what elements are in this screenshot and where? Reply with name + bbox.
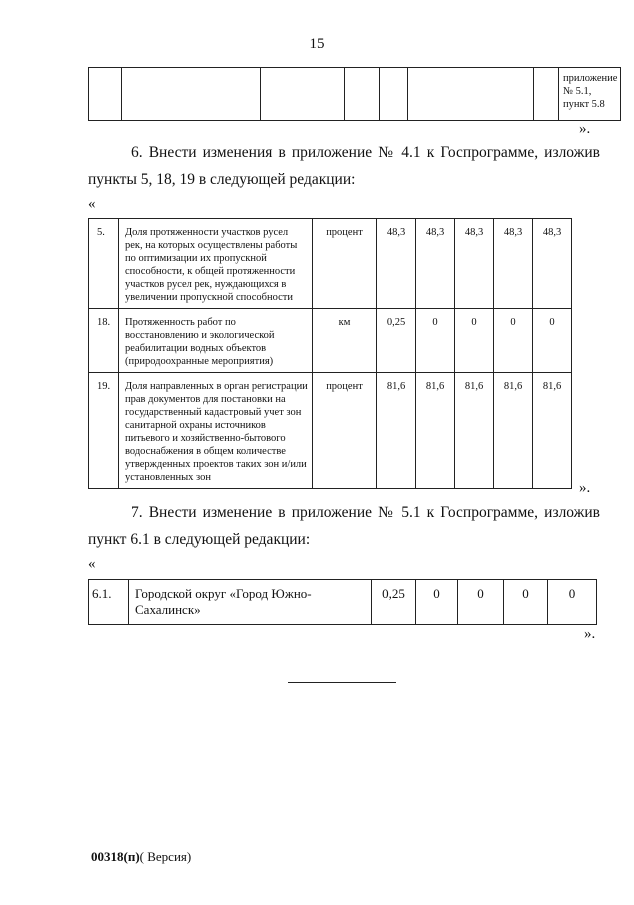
value-cell: 0 [455, 309, 494, 373]
value-cell: 0 [548, 580, 597, 625]
table-cell [261, 68, 345, 121]
section-7-line-2: пункт 6.1 в следующей редакции: [88, 531, 311, 548]
indicator-name: Протяженность работ по восстановлению и экологической реабилитации водных объектов (природоохранные мероприятия) [119, 309, 313, 373]
table-row [89, 68, 621, 121]
unit-cell: км [313, 309, 377, 373]
document-code: 00318(п) [91, 849, 140, 864]
value-cell: 0 [458, 580, 504, 625]
table-row [89, 219, 572, 309]
value-cell: 0,25 [372, 580, 416, 625]
closing-quote: ». [579, 121, 591, 137]
row-number: 5. [89, 219, 119, 309]
value-cell: 48,3 [377, 219, 416, 309]
indicator-name: Доля протяженности участков русел рек, на которых осуществлены работы по оптимизации их пропускной способности, к общей протяженности участков русел рек, нуждающихся в увеличении пропускной способности [119, 219, 313, 309]
table-row [89, 580, 597, 625]
value-cell: 0 [533, 309, 572, 373]
value-cell: 81,6 [377, 373, 416, 489]
value-cell: 81,6 [416, 373, 455, 489]
table-cell-appendix-ref: приложение № 5.1, пункт 5.8 [559, 68, 621, 121]
section-7-line-1: 7. Внести изменение в приложение № 5.1 к Госпрограмме, изложив [131, 504, 600, 521]
unit-cell: процент [313, 219, 377, 309]
table-cell [380, 68, 408, 121]
value-cell: 48,3 [416, 219, 455, 309]
value-cell: 0 [416, 580, 458, 625]
section-6-line-1: 6. Внести изменения в приложение № 4.1 к Госпрограмме, изложив [131, 144, 600, 161]
document-footer [91, 849, 191, 865]
table-row [89, 373, 572, 489]
table-cell [345, 68, 380, 121]
opening-quote: « [88, 556, 96, 572]
opening-quote: « [88, 196, 96, 212]
territory-table [88, 579, 597, 625]
value-cell: 0 [504, 580, 548, 625]
row-number: 19. [89, 373, 119, 489]
separator-line [288, 682, 396, 683]
section-6-line-2: пункты 5, 18, 19 в следующей редакции: [88, 171, 356, 188]
table-row [89, 309, 572, 373]
row-number: 18. [89, 309, 119, 373]
value-cell: 0,25 [377, 309, 416, 373]
row-number: 6.1. [89, 580, 129, 625]
closing-quote: ». [579, 480, 591, 496]
value-cell: 0 [416, 309, 455, 373]
territory-name: Городской округ «Город Южно-Сахалинск» [129, 580, 372, 625]
section-7-paragraph [88, 499, 600, 553]
table-cell [534, 68, 559, 121]
table-cell [408, 68, 534, 121]
value-cell: 48,3 [533, 219, 572, 309]
value-cell: 48,3 [494, 219, 533, 309]
page-number: 15 [309, 36, 325, 52]
indicator-name: Доля направленных в орган регистрации прав документов для постановки на государственный кадастровый учет зон санитарной охраны источников питьевого и хозяйственно-бытового водоснабжения в общем количестве утвержденных проектов таких зон и/или установленных зон [119, 373, 313, 489]
section-6-paragraph [88, 139, 600, 193]
table-cell [122, 68, 261, 121]
value-cell: 48,3 [455, 219, 494, 309]
value-cell: 81,6 [455, 373, 494, 489]
indicators-table [88, 218, 572, 489]
document-version: ( Версия) [139, 849, 192, 864]
table-cell [89, 68, 122, 121]
previous-table-fragment [88, 67, 621, 121]
value-cell: 81,6 [533, 373, 572, 489]
value-cell: 0 [494, 309, 533, 373]
closing-quote: ». [584, 626, 596, 642]
unit-cell: процент [313, 373, 377, 489]
value-cell: 81,6 [494, 373, 533, 489]
